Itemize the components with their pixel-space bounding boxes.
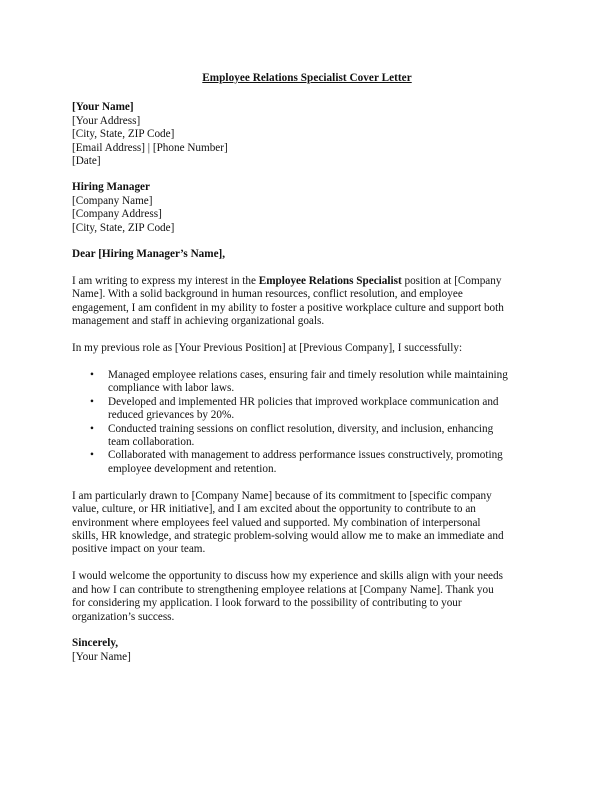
intro-line-1 xyxy=(72,275,542,288)
bullet-icon: • xyxy=(90,449,94,462)
bullet-icon: • xyxy=(90,369,94,381)
intro-line-1-post: position at [Company xyxy=(401,274,502,287)
signature-name: [Your Name] xyxy=(72,650,131,663)
salutation: Dear [Hiring Manager’s Name], xyxy=(72,248,226,261)
intro-line-1-pre: I am writing to express my interest in the xyxy=(72,274,259,287)
bullet-icon: • xyxy=(90,422,94,435)
list-item xyxy=(72,449,542,476)
list-item xyxy=(72,423,542,450)
list-item-line: Conducted training sessions on conflict resolution, diversity, and inclusion, enhancing xyxy=(108,422,494,435)
recipient-company: [Company Name] xyxy=(72,194,153,207)
signoff: Sincerely, xyxy=(72,637,119,650)
motivation-line: skills, HR knowledge, and strategic problem-solving would allow me to make an immediate and xyxy=(72,529,504,542)
motivation-line: positive impact on your team. xyxy=(72,543,206,556)
document-title: Employee Relations Specialist Cover Letter xyxy=(202,72,412,84)
closing-paragraph xyxy=(72,570,542,624)
motivation-line: value, culture, or HR initiative], and I am excited about the opportunity to contribute to an xyxy=(72,503,476,516)
intro-line-4: management and staff in achieving organizational goals. xyxy=(72,315,325,328)
list-item xyxy=(72,396,542,423)
previous-role-paragraph xyxy=(72,342,542,355)
sender-city: [City, State, ZIP Code] xyxy=(72,128,175,141)
sender-contact: [Email Address] | [Phone Number] xyxy=(72,141,228,154)
signature-block xyxy=(72,637,542,664)
closing-line: and how I can contribute to strengthening employee relations at [Company Name]. Thank you xyxy=(72,583,494,596)
list-item-line: Collaborated with management to address performance issues constructively, promoting xyxy=(108,449,503,462)
intro-line-2: Name]. With a solid background in human resources, conflict resolution, and employee xyxy=(72,288,463,301)
achievements-list xyxy=(72,369,542,476)
list-item-line: compliance with labor laws. xyxy=(108,382,235,395)
closing-line: for considering my application. I look forward to the possibility of contributing to your xyxy=(72,597,462,610)
closing-line: I would welcome the opportunity to discuss how my experience and skills align with your needs xyxy=(72,570,503,583)
sender-date: [Date] xyxy=(72,155,101,168)
bullet-icon: • xyxy=(90,395,94,408)
intro-paragraph xyxy=(72,275,542,329)
list-item-line: employee development and retention. xyxy=(108,462,277,475)
list-item-line: Managed employee relations cases, ensuring fair and timely resolution while maintaining xyxy=(108,369,508,381)
motivation-line: I am particularly drawn to [Company Name] because of its commitment to [specific company xyxy=(72,489,492,502)
previous-role-line: In my previous role as [Your Previous Position] at [Previous Company], I successfully: xyxy=(72,342,463,355)
motivation-paragraph xyxy=(72,490,542,557)
sender-address: [Your Address] xyxy=(72,114,141,127)
recipient-title: Hiring Manager xyxy=(72,181,150,194)
recipient-address: [Company Address] xyxy=(72,208,162,221)
recipient-city: [City, State, ZIP Code] xyxy=(72,221,175,234)
list-item-line: reduced grievances by 20%. xyxy=(108,409,235,422)
recipient-block xyxy=(72,181,542,235)
cover-letter-page xyxy=(72,72,542,677)
list-item-line: Developed and implemented HR policies that improved workplace communication and xyxy=(108,395,499,408)
sender-name: [Your Name] xyxy=(72,101,134,114)
motivation-line: environment where employees feel valued and supported. My combination of interpersonal xyxy=(72,516,481,529)
sender-block xyxy=(72,101,542,168)
intro-line-3: engagement, I am confident in my ability to foster a positive workplace culture and support both xyxy=(72,301,504,314)
closing-line: organization’s success. xyxy=(72,610,175,623)
intro-position-title: Employee Relations Specialist xyxy=(258,274,402,287)
list-item xyxy=(72,369,542,396)
list-item-line: team collaboration. xyxy=(108,436,195,449)
